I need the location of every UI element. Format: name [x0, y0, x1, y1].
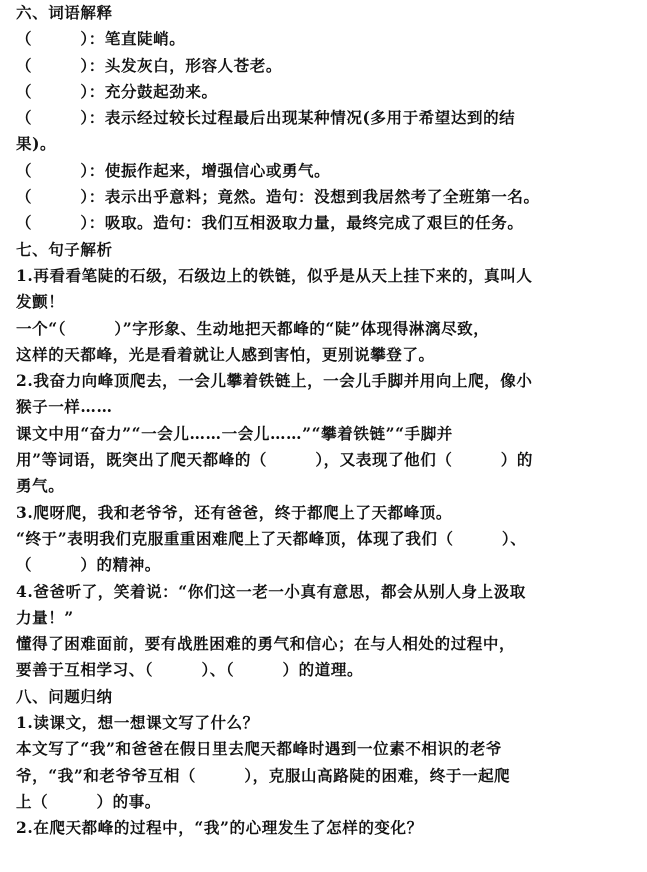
analysis-line: 一个“（ ）”字形象、生动地把天都峰的“陡”体现得淋漓尽致，: [16, 318, 490, 338]
vocab-item-3: （ ）：充分鼓起劲来。: [16, 81, 218, 101]
vocab-item-4-cont: 果)。: [16, 134, 57, 154]
sentence-line: 4.爸爸听了，笑着说：“你们这一老一小真有意思，都会从别人身上汲取: [16, 581, 526, 601]
answer-line: 爷，“我”和老爷爷互相（ ），克服山高路陡的困难，终于一起爬: [16, 765, 511, 785]
analysis-line: （ ）的精神。: [16, 555, 161, 575]
section-7-heading: 七、句子解析: [16, 239, 113, 259]
analysis-line: 这样的天都峰，光是看着就让人感到害怕，更别说攀登了。: [16, 344, 435, 364]
vocab-item-6: （ ）：表示出乎意料；竟然。造句：没想到我居然考了全班第一名。: [16, 187, 540, 207]
question-line: 2.在爬天都峰的过程中，“我”的心理发生了怎样的变化？: [16, 818, 423, 838]
vocab-item-1: （ ）：笔直陡峭。: [16, 29, 186, 49]
vocab-item-4: （ ）：表示经过较长过程最后出现某种情况(多用于希望达到的结: [16, 108, 516, 128]
sentence-line: 1.再看看笔陡的石级，石级边上的铁链，似乎是从天上挂下来的，真叫人: [16, 265, 533, 285]
vocab-item-7: （ ）：吸取。造句：我们互相汲取力量，最终完成了艰巨的任务。: [16, 213, 524, 233]
analysis-line: 要善于互相学习、（ ）、（ ）的道理。: [16, 660, 364, 680]
analysis-line: 勇气。: [16, 476, 65, 496]
sentence-line: 3.爬呀爬，我和老爷爷，还有爸爸，终于都爬上了天都峰顶。: [16, 502, 452, 522]
sentence-line: 发颤！: [16, 292, 65, 312]
section-8-heading: 八、问题归纳: [16, 686, 113, 706]
sentence-line: 力量！”: [16, 607, 74, 627]
sentence-line: 猴子一样……: [16, 397, 113, 417]
section-6-heading: 六、词语解释: [16, 3, 113, 22]
vocab-item-2: （ ）：头发灰白，形容人苍老。: [16, 55, 282, 75]
answer-line: 本文写了“我”和爸爸在假日里去爬天都峰时遇到一位素不相识的老爷: [16, 739, 502, 759]
vocab-item-5: （ ）：使振作起来，增强信心或勇气。: [16, 160, 331, 180]
answer-line: 上（ ）的事。: [16, 791, 161, 811]
analysis-line: “终于”表明我们克服重重困难爬上了天都峰顶，体现了我们（ ）、: [16, 528, 527, 548]
analysis-line: 课文中用“奋力”“一会儿……一会儿……”“攀着铁链”“手脚并: [16, 423, 453, 443]
analysis-line: 用”等词语，既突出了爬天都峰的（ ），又表现了他们（ ）的: [16, 450, 533, 470]
document-page: [16, 0, 636, 842]
question-line: 1.读课文，想一想课文写了什么？: [16, 713, 259, 733]
analysis-line: 懂得了困难面前，要有战胜困难的勇气和信心；在与人相处的过程中，: [16, 634, 516, 654]
sentence-line: 2.我奋力向峰顶爬去，一会儿攀着铁链上，一会儿手脚并用向上爬，像小: [16, 371, 533, 391]
